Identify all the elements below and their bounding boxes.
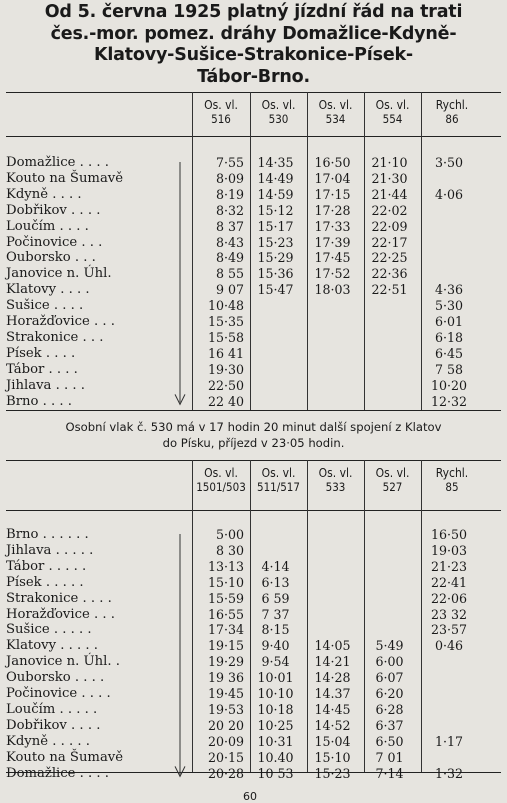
train-number: 530 [268, 112, 289, 126]
departure-time: 14.37 [314, 686, 351, 701]
departure-time: 15·23 [314, 765, 351, 781]
departure-time: 22·17 [371, 234, 408, 250]
train-type: Rychl. [435, 466, 469, 480]
station-name: Kouto na Šumavě [6, 749, 124, 765]
train-number: 527 [382, 480, 403, 494]
departure-time: 8·15 [261, 622, 290, 638]
departure-time: 10·31 [257, 733, 294, 749]
train-type: Rychl. [435, 98, 469, 112]
departure-time: 8 37 [215, 218, 244, 234]
departure-time: 10·18 [257, 701, 294, 717]
departure-time: 21·10 [371, 155, 408, 170]
departure-time: 19·45 [207, 686, 244, 701]
departure-time: 6·20 [375, 686, 404, 701]
station-name: Ouborsko . . . . [6, 670, 105, 686]
departure-time: 8·32 [215, 202, 244, 218]
station-name: Dobřikov . . . . [6, 202, 101, 218]
departure-time: 19·03 [430, 542, 468, 558]
departure-time: 23 32 [430, 606, 468, 622]
station-name: Horažďovice . . . [6, 606, 115, 622]
departure-time: 14·52 [314, 717, 351, 733]
departure-time: 18·03 [314, 282, 351, 298]
departure-time: 17·52 [314, 266, 351, 282]
departure-time: 17·45 [314, 250, 351, 266]
departure-time: 15·47 [257, 282, 294, 298]
departure-time: 17·04 [314, 170, 351, 186]
train-type: Os. vl. [204, 466, 238, 480]
station-name: Jihlava . . . . . [6, 542, 94, 558]
departure-time: 10·48 [207, 298, 244, 314]
departure-time: 7·14 [375, 765, 404, 781]
departure-time: 4·06 [434, 186, 464, 202]
departure-time: 22·41 [430, 574, 468, 590]
departure-time: 6·00 [375, 654, 404, 670]
column-header [421, 466, 483, 494]
departure-time: 5·49 [375, 638, 404, 654]
station-name: Janovice n. Úhl. [6, 266, 112, 282]
station-name: Loučím . . . . . [6, 701, 98, 717]
departure-time: 14·28 [314, 670, 351, 686]
departure-time: 15·12 [257, 202, 294, 218]
departure-time: 10.40 [257, 749, 294, 765]
train-type: Os. vl. [375, 466, 410, 480]
station-name: Domažlice . . . . [6, 765, 109, 781]
departure-time: 20·15 [207, 749, 244, 765]
train-type: Os. vl. [375, 98, 410, 112]
departure-time: 9 07 [215, 282, 244, 298]
departure-time: 20·28 [207, 765, 244, 781]
station-name: Počinovice . . . . [6, 686, 111, 701]
departure-time: 6·18 [434, 329, 464, 345]
station-name: Strakonice . . . . [6, 590, 112, 606]
note-line: Osobní vlak č. 530 má v 17 hodin 20 minut další spojení z Klatov [65, 420, 442, 434]
departure-time: 10·25 [257, 717, 294, 733]
departure-time: 15·23 [257, 234, 294, 250]
departure-time: 22·25 [371, 250, 408, 266]
train-type: Os. vl. [261, 466, 296, 480]
station-name: Tábor . . . . . [6, 558, 87, 574]
station-name: Kdyně . . . . . [6, 733, 90, 749]
departure-time: 7 01 [375, 749, 404, 765]
station-name: Strakonice . . . [6, 329, 104, 345]
station-name: Písek . . . . . [6, 574, 84, 590]
column-header [307, 466, 364, 494]
departure-time: 15·59 [207, 590, 244, 606]
station-name: Brno . . . . . . [6, 527, 89, 542]
departure-time: 6 59 [261, 590, 290, 606]
train-number: 554 [382, 112, 403, 126]
departure-time: 1·17 [434, 733, 464, 749]
table-header-rule [6, 510, 501, 511]
departure-time: 19·30 [207, 361, 244, 377]
departure-time: 6·50 [375, 733, 404, 749]
departure-time: 10·01 [257, 670, 294, 686]
station-name: Počinovice . . . [6, 234, 103, 250]
departure-time: 14·45 [314, 701, 351, 717]
departure-time: 15·04 [314, 733, 351, 749]
station-name: Domažlice . . . . [6, 155, 109, 170]
departure-time: 17·39 [314, 234, 351, 250]
departure-time: 6·01 [434, 314, 464, 329]
departure-time: 15·58 [207, 329, 244, 345]
departure-time: 6·13 [261, 574, 290, 590]
departure-time: 5·00 [215, 527, 244, 542]
train-type: Os. vl. [261, 98, 296, 112]
departure-time: 15·17 [257, 218, 294, 234]
departure-time: 23·57 [430, 622, 468, 638]
departure-time: 15·10 [314, 749, 351, 765]
departure-time: 22·51 [371, 282, 408, 298]
departure-time: 21·44 [371, 186, 408, 202]
departure-time: 15·10 [207, 574, 244, 590]
departure-time: 17·33 [314, 218, 351, 234]
departure-time: 14·21 [314, 654, 351, 670]
departure-time: 22·36 [371, 266, 408, 282]
departure-time: 22·02 [371, 202, 408, 218]
train-number: 85 [445, 480, 459, 494]
departure-time: 22·50 [207, 377, 244, 393]
train-number: 86 [445, 112, 459, 126]
departure-time: 3·50 [434, 155, 464, 170]
station-name: Horažďovice . . . [6, 314, 115, 329]
departure-time: 9·40 [261, 638, 290, 654]
station-name: Tábor . . . . [6, 361, 78, 377]
departure-time: 17·34 [207, 622, 244, 638]
departure-time: 17·15 [314, 186, 351, 202]
departure-time: 14·59 [257, 186, 294, 202]
station-name: Kouto na Šumavě [6, 170, 124, 186]
departure-time: 22·09 [371, 218, 408, 234]
departure-time: 21·30 [371, 170, 408, 186]
departure-time: 15·29 [257, 250, 294, 266]
station-name: Loučím . . . . [6, 218, 89, 234]
departure-time: 8 30 [215, 542, 244, 558]
departure-time: 20·09 [207, 733, 244, 749]
station-name: Brno . . . . [6, 393, 72, 409]
departure-time: 4·36 [434, 282, 464, 298]
title-line: Tábor-Brno. [197, 66, 310, 87]
column-header [250, 466, 307, 494]
departure-time: 13·13 [207, 558, 244, 574]
departure-time: 4·14 [261, 558, 290, 574]
departure-time: 19·15 [207, 638, 244, 654]
departure-time: 7·55 [215, 155, 244, 170]
departure-time: 6·07 [375, 670, 404, 686]
departure-time: 10 53 [257, 765, 294, 781]
departure-time: 8·09 [215, 170, 244, 186]
station-name: Janovice n. Úhl. . [6, 654, 120, 670]
departure-time: 5·30 [434, 298, 464, 314]
departure-time: 22 40 [207, 393, 244, 409]
page-number: 60 [243, 790, 257, 803]
departure-time: 7 37 [261, 606, 290, 622]
departure-time: 6·28 [375, 701, 404, 717]
station-name: Klatovy . . . . [6, 282, 90, 298]
departure-time: 14·05 [314, 638, 351, 654]
departure-time: 8·43 [215, 234, 244, 250]
departure-time: 12·32 [430, 393, 468, 409]
departure-time: 6·45 [434, 345, 464, 361]
station-name: Sušice . . . . [6, 298, 84, 314]
train-number: 516 [211, 112, 231, 126]
departure-time: 8 55 [215, 266, 244, 282]
departure-time: 19·53 [207, 701, 244, 717]
departure-time: 10·20 [430, 377, 468, 393]
departure-time: 20 20 [207, 717, 244, 733]
departure-time: 16·50 [430, 527, 468, 542]
title-line: Od 5. června 1925 platný jízdní řád na trati [44, 2, 463, 22]
departure-time: 14·35 [257, 155, 294, 170]
station-name: Písek . . . . [6, 345, 76, 361]
departure-time: 19 36 [207, 670, 244, 686]
departure-time: 9·54 [261, 654, 290, 670]
departure-time: 8·49 [215, 250, 244, 266]
station-name: Klatovy . . . . . [6, 638, 98, 654]
departure-time: 15·35 [207, 314, 244, 329]
train-number: 1501/503 [196, 480, 246, 494]
departure-time: 10·10 [257, 686, 294, 701]
station-name: Kdyně . . . . [6, 186, 82, 202]
departure-time: 17·28 [314, 202, 351, 218]
departure-time: 15·36 [257, 266, 294, 282]
station-name: Ouborsko . . . [6, 250, 96, 266]
departure-time: 7 58 [434, 361, 464, 377]
table-top-rule [6, 460, 501, 461]
train-type: Os. vl. [204, 98, 238, 112]
title-line: Klatovy-Sušice-Strakonice-Písek- [94, 45, 413, 65]
station-name: Sušice . . . . . [6, 622, 92, 638]
departure-time: 0·46 [434, 638, 464, 654]
station-name: Jihlava . . . . [6, 377, 85, 393]
departure-time: 16·50 [314, 155, 351, 170]
arrow-down-icon [172, 532, 188, 780]
departure-time: 16·55 [207, 606, 244, 622]
train-number: 533 [325, 480, 346, 494]
title-line: čes.-mor. pomez. dráhy Domažlice-Kdyně- [50, 23, 457, 44]
departure-time: 16 41 [207, 345, 244, 361]
train-number: 534 [325, 112, 346, 126]
station-name: Dobřikov . . . . [6, 717, 101, 733]
column-header [364, 466, 421, 494]
column-header [192, 466, 250, 494]
departure-time: 6·37 [375, 717, 404, 733]
departure-time: 1·32 [434, 765, 464, 781]
departure-time: 21·23 [430, 558, 468, 574]
departure-time: 8·19 [215, 186, 244, 202]
train-type: Os. vl. [318, 466, 353, 480]
train-number: 511/517 [257, 480, 300, 494]
departure-time: 14·49 [257, 170, 294, 186]
departure-time: 22·06 [430, 590, 468, 606]
note-line: do Písku, příjezd v 23·05 hodin. [162, 436, 345, 450]
train-type: Os. vl. [318, 98, 353, 112]
departure-time: 19·29 [207, 654, 244, 670]
